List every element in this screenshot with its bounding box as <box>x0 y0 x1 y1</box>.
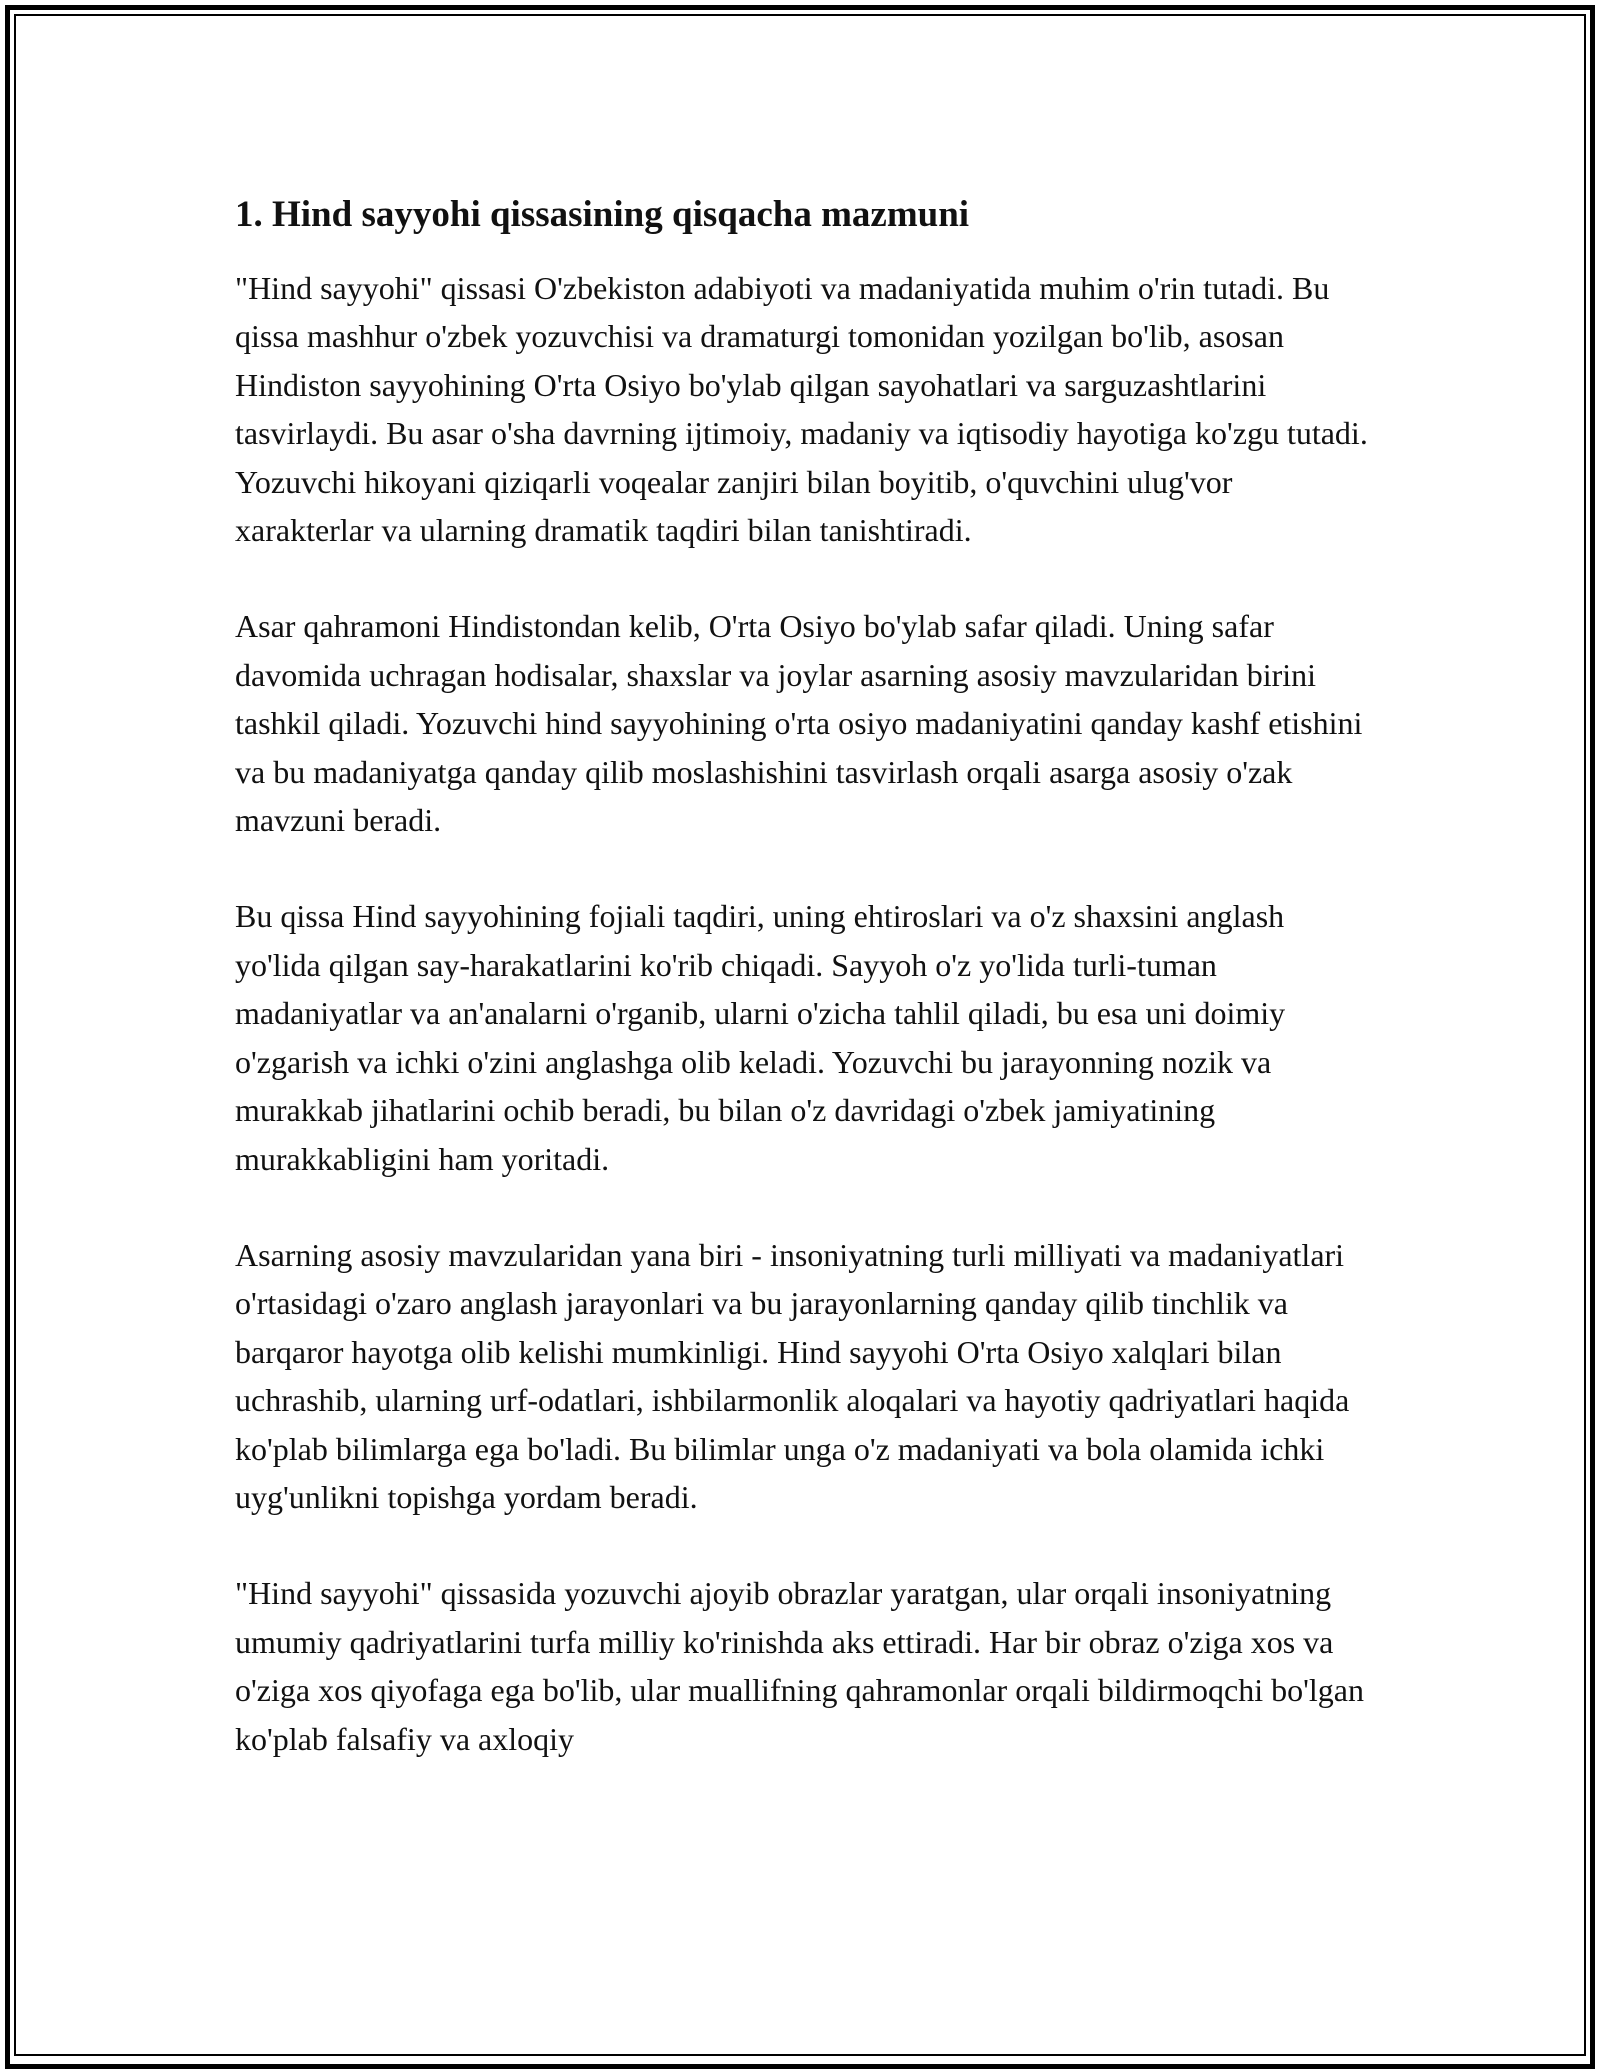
paragraph-2: Asar qahramoni Hindistondan kelib, O'rta Osiyo bo'ylab safar qiladi. Uning safar davomida uchragan hodisalar, shaxslar va joylar asarning asosiy mavzularidan birini tashkil qiladi. Yozuvchi hind sayyohining o'rta osiyo madaniyatini qanday kashf etishini va bu madaniyatga qanday qilib moslashishini tasvirlash orqali asarga asosiy o'zak mavzuni beradi. <box>235 608 1363 839</box>
paragraph-4: Asarning asosiy mavzularidan yana biri - insoniyatning turli milliyati va madaniyatlari o'rtasidagi o'zaro anglash jarayonlari va bu jarayonlarning qanday qilib tinchlik va barqaror hayotga olib kelishi mumkinligi. Hind sayyohi O'rta Osiyo xalqlari bilan uchrashib, ularning urf-odatlari, ishbilarmonlik aloqalari va hayotiy qadriyatlari haqida ko'plab bilimlarga ega bo'ladi. Bu bilimlar unga o'z madaniyati va bola olamida ichki uyg'unlikni topishga yordam beradi. <box>235 1236 1350 1515</box>
paragraph-1: "Hind sayyohi" qissasi O'zbekiston adabiyoti va madaniyatida muhim o'rin tutadi. Bu qissa mashhur o'zbek yozuvchisi va dramaturgi tomonidan yozilgan bo'lib, asosan Hindiston sayyohining O'rta Osiyo bo'ylab qilgan sayohatlari va sarguzashtlarini tasvirlaydi. Bu asar o'sha davrning ijtimoiy, madaniy va iqtisodiy hayotiga ko'zgu tutadi. Yozuvchi hikoyani qiziqarli voqealar zanjiri bilan boyitib, o'quvchini ulug'vor xarakterlar va ularning dramatik taqdiri bilan tanishtiradi. <box>235 270 1368 549</box>
section-heading: 1. Hind sayyohi qissasining qisqacha mazmuni <box>235 194 970 235</box>
paragraph-3: Bu qissa Hind sayyohining fojiali taqdiri, uning ehtiroslari va o'z shaxsini anglash yo'lida qilgan say-harakatlarini ko'rib chiqadi. Sayyoh o'z yo'lida turli-tuman madaniyatlar va an'analarni o'rganib, ularni o'zicha tahlil qiladi, bu esa uni doimiy o'zgarish va ichki o'zini anglashga olib keladi. Yozuvchi bu jarayonning nozik va murakkab jihatlarini ochib beradi, bu bilan o'z davridagi o'zbek jamiyatining murakkabligini ham yoritadi. <box>235 898 1286 1177</box>
document-body <box>235 188 1375 1763</box>
paragraph-5: "Hind sayyohi" qissasida yozuvchi ajoyib obrazlar yaratgan, ular orqali insoniyatning umumiy qadriyatlarini turfa milliy ko'rinishda aks ettiradi. Har bir obraz o'ziga xos va o'ziga xos qiyofaga ega bo'lib, ular muallifning qahramonlar orqali bildirmoqchi bo'lgan ko'plab falsafiy va axloqiy <box>235 1575 1364 1757</box>
